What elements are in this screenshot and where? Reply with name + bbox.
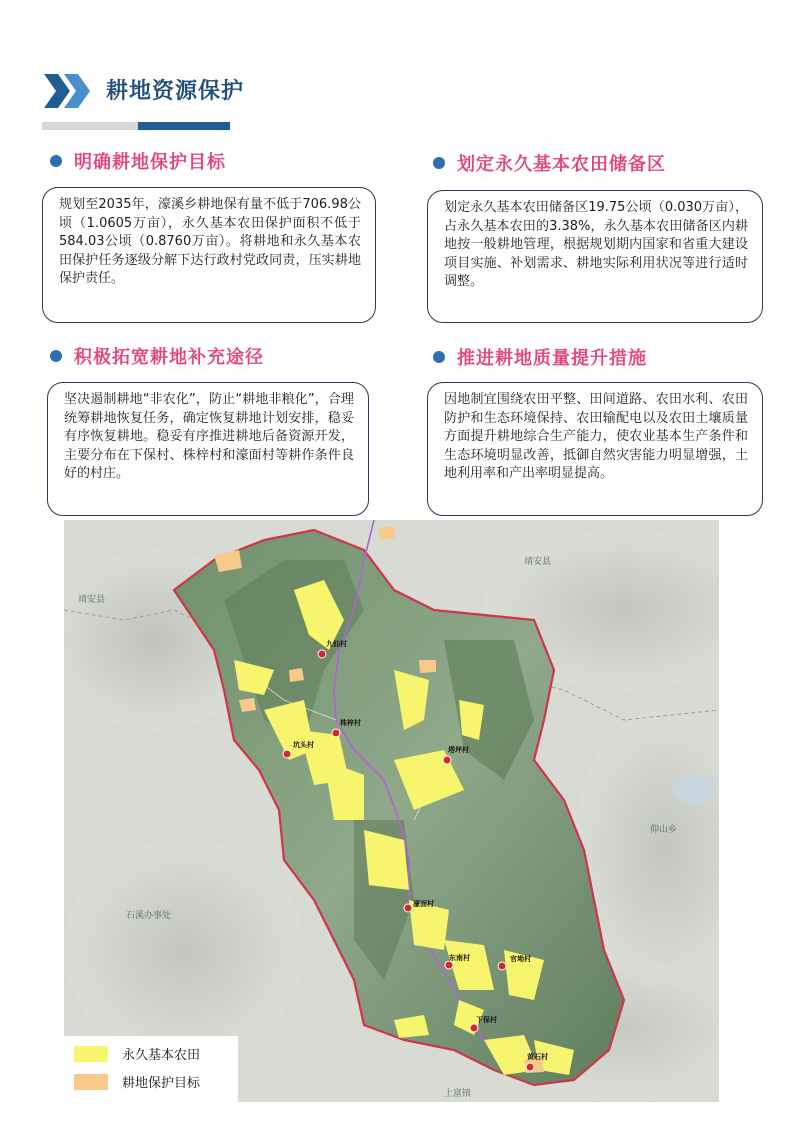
- section-text: 划定永久基本农田储备区19.75公顷（0.030万亩），占永久基本农田的3.38%，永久基本农田储备区内耕地按一般耕地管理，根据规划期内国家和省重大建设项目实施、补划需求、耕地实际利用状况等进行适时调整。: [444, 200, 748, 289]
- chevron-icon: [44, 74, 96, 108]
- village-label: 官坳村: [510, 955, 531, 963]
- section-text: 坚决遏制耕地“非农化”，防止“耕地非粮化”，合理统筹耕地恢复任务，确定恢复耕地计划安排，稳妥有序恢复耕地。稳妥有序推进耕地后备资源开发，主要分布在下保村、株梓村和濠面村等耕作条件良好的村庄。: [64, 392, 354, 481]
- section-heading-2: [433, 150, 666, 176]
- section-title: 积极拓宽耕地补充途径: [74, 347, 264, 368]
- region-label: 靖安县: [524, 557, 552, 567]
- legend-item: [74, 1044, 200, 1063]
- title-underline-blue: [138, 122, 230, 130]
- farmland-protection-map: [64, 520, 719, 1102]
- village-label: 坑头村: [293, 741, 314, 749]
- section-title: 划定永久基本农田储备区: [457, 154, 666, 175]
- section-text: 规划至2035年，濠溪乡耕地保有量不低于706.98公顷（1.0605万亩），永久基本农田保护面积不低于584.03公顷（0.8760万亩）。将耕地和永久基本农田保护任务逐级分解下达行政村党政同责，压实耕地保护责任。: [59, 197, 361, 286]
- village-label: 塔坪村: [448, 746, 469, 754]
- bullet-icon: [50, 155, 62, 167]
- legend-swatch: [74, 1074, 108, 1090]
- legend-swatch: [74, 1046, 108, 1062]
- section-text-box-1: [42, 187, 376, 323]
- village-label: 濠面村: [413, 900, 434, 908]
- legend-label: 永久基本农田: [122, 1048, 201, 1063]
- village-label: 株梓村: [340, 719, 361, 727]
- section-text-box-2: [427, 190, 763, 323]
- village-label: 下保村: [476, 1016, 497, 1024]
- region-label: 石溪办事处: [126, 911, 172, 921]
- region-label: 靖安县: [78, 595, 106, 605]
- section-heading-3: [50, 343, 264, 369]
- title-underline-grey: [42, 122, 138, 130]
- region-label: 仰山乡: [650, 825, 678, 835]
- region-label: 上富镇: [444, 1089, 472, 1099]
- section-text-box-4: [427, 382, 763, 516]
- legend-label: 耕地保护目标: [122, 1076, 201, 1091]
- section-title: 推进耕地质量提升措施: [457, 348, 647, 369]
- section-text-box-3: [47, 382, 369, 516]
- map-legend: [64, 1036, 238, 1102]
- bullet-icon: [50, 350, 62, 362]
- village-label: 九仙村: [326, 640, 347, 648]
- section-title: 明确耕地保护目标: [74, 152, 226, 173]
- section-heading-1: [50, 148, 226, 174]
- legend-item: [74, 1072, 200, 1091]
- village-label: 东南村: [449, 954, 470, 962]
- village-label: 黄石村: [527, 1053, 548, 1061]
- page-title: 耕地资源保护: [106, 79, 245, 104]
- section-text: 因地制宜围绕农田平整、田间道路、农田水利、农田防护和生态环境保持、农田输配电以及农田土壤质量方面提升耕地综合生产能力，使农业基本生产条件和生态环境明显改善，抵御自然灾害能力明显增强，土地利用率和产出率明显提高。: [444, 392, 748, 481]
- bullet-icon: [433, 351, 445, 363]
- section-heading-4: [433, 344, 647, 370]
- bullet-icon: [433, 157, 445, 169]
